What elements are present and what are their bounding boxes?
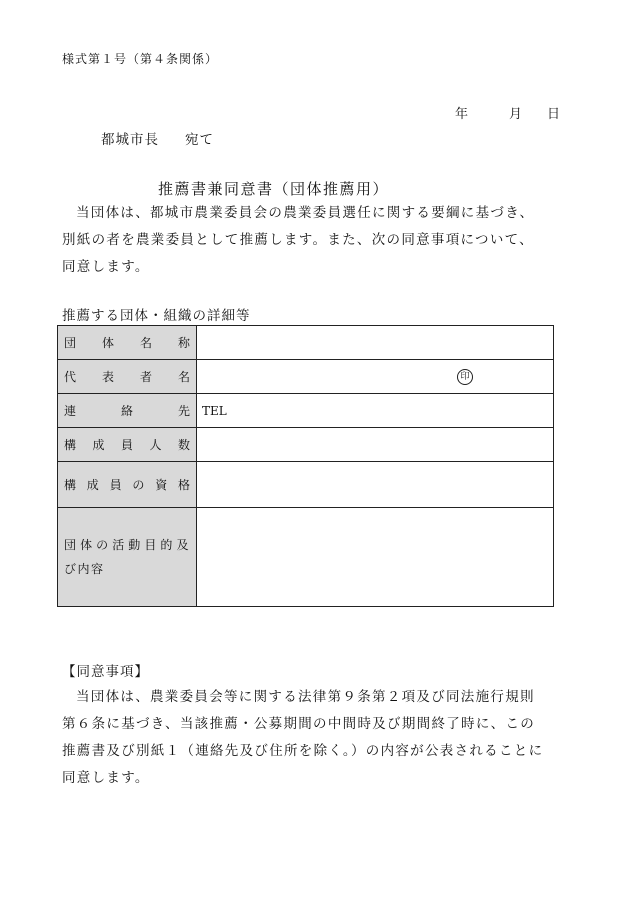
date-line [455, 103, 560, 122]
label-char: 者 [139, 370, 152, 384]
label-char: 称 [177, 336, 190, 350]
organization-details-table [57, 325, 554, 607]
label-activity-purpose [58, 508, 197, 607]
activity-purpose-field[interactable] [197, 508, 554, 607]
label-char: 格 [177, 478, 190, 492]
table-row [58, 508, 554, 607]
label-text [64, 476, 190, 493]
consent-line: 当団体は、農業委員会等に関する法律第９条第２項及び同法施行規則 [76, 689, 535, 705]
label-text [64, 402, 190, 419]
label-char: 団 [64, 538, 78, 552]
label-char: 動 [128, 538, 142, 552]
table-row [58, 360, 554, 394]
label-char: 表 [101, 370, 114, 384]
intro-line: 当団体は、都城市農業委員会の農業委員選任に関する要綱に基づき、 [76, 205, 535, 221]
contact-field[interactable]: TEL [197, 394, 554, 428]
label-char: 目 [144, 538, 158, 552]
addressee [101, 128, 214, 148]
label-char: 体 [80, 538, 94, 552]
date-day: 日 [547, 107, 561, 122]
consent-line: 推薦書及び別紙１（連絡先及び住所を除く。）の内容が公表されることに [62, 743, 544, 759]
form-number: 様式第１号（第４条関係） [62, 52, 219, 66]
section-label: 推薦する団体・組織の詳細等 [62, 308, 251, 324]
label-char: 体 [101, 336, 114, 350]
label-char: 名 [177, 370, 190, 384]
table-row [58, 394, 554, 428]
label-char: 員 [109, 478, 122, 492]
intro-paragraph [62, 200, 557, 281]
consent-line: 同意します。 [62, 770, 150, 786]
date-year: 年 [455, 107, 469, 122]
addressee-name: 都城市長 [101, 132, 159, 148]
label-char: の [96, 538, 110, 552]
label-char: 成 [86, 478, 99, 492]
label-text [64, 334, 190, 351]
date-month: 月 [509, 107, 523, 122]
representative-name-field[interactable] [197, 360, 554, 394]
label-char: 的 [160, 538, 174, 552]
seal-mark-icon: 印 [457, 369, 473, 385]
document-title: 推薦書兼同意書（団体推薦用） [158, 180, 390, 198]
label-char: 代 [64, 370, 77, 384]
consent-heading: 【同意事項】 [62, 664, 149, 680]
table-row [58, 462, 554, 508]
label-char: 成 [92, 438, 105, 452]
label-char: 名 [139, 336, 152, 350]
label-char: 及 [176, 538, 190, 552]
intro-line: 別紙の者を農業委員として推薦します。また、次の同意事項について、 [62, 232, 534, 248]
label-representative-name [58, 360, 197, 394]
consent-line: 第６条に基づき、当該推薦・公募期間の中間時及び期間終了時に、この [62, 716, 536, 732]
label-char: 連 [64, 404, 77, 418]
member-qualification-field[interactable] [197, 462, 554, 508]
label-char: 資 [155, 478, 168, 492]
member-count-field[interactable] [197, 428, 554, 462]
label-char: 絡 [120, 404, 133, 418]
label-char: 構 [64, 478, 77, 492]
label-text [64, 436, 190, 453]
label-text [64, 368, 190, 385]
addressee-suffix: 宛て [185, 132, 214, 148]
label-char: 員 [120, 438, 133, 452]
label-char: 構 [64, 438, 77, 452]
label-text [64, 533, 190, 581]
organization-name-field[interactable] [197, 326, 554, 360]
label-char: の [132, 478, 145, 492]
label-organization-name [58, 326, 197, 360]
label-char: 数 [177, 438, 190, 452]
label-line: び内容 [64, 562, 105, 576]
label-char: 団 [64, 336, 77, 350]
label-char: 人 [149, 438, 162, 452]
intro-line: 同意します。 [62, 259, 150, 275]
label-line [64, 533, 190, 557]
label-member-qualification [58, 462, 197, 508]
label-char: 先 [177, 404, 190, 418]
table-row [58, 428, 554, 462]
label-char: 活 [112, 538, 126, 552]
label-contact [58, 394, 197, 428]
label-member-count [58, 428, 197, 462]
consent-paragraph [62, 684, 557, 792]
table-row [58, 326, 554, 360]
